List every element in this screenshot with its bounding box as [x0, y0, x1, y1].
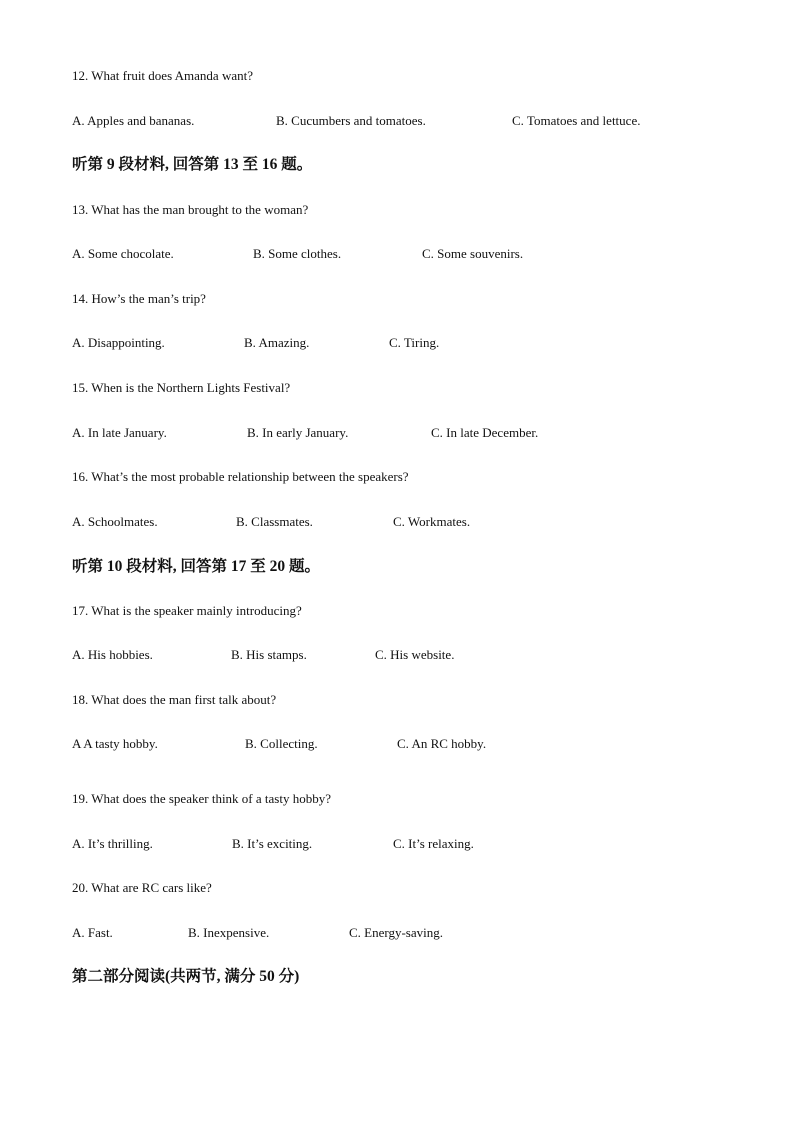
question-16-option-c: C. Workmates.	[393, 514, 471, 529]
question-15-option-c: C. In late December.	[431, 425, 539, 440]
question-17-option-b: B. His stamps.	[231, 647, 307, 662]
question-13-option-b: B. Some clothes.	[253, 246, 342, 261]
question-18-options	[72, 736, 722, 752]
question-17-options	[72, 647, 722, 663]
question-13-options	[72, 246, 722, 262]
question-19-options	[72, 836, 722, 852]
question-20-option-a: A. Fast.	[72, 925, 113, 940]
question-12-options	[72, 113, 722, 129]
question-13-option-a: A. Some chocolate.	[72, 246, 174, 261]
question-19-option-a: A. It’s thrilling.	[72, 836, 153, 851]
question-15-option-b: B. In early January.	[247, 425, 349, 440]
question-20-stem: 20. What are RC cars like?	[72, 880, 212, 895]
question-18-stem: 18. What does the man first talk about?	[72, 692, 277, 707]
question-15-stem: 15. When is the Northern Lights Festival?	[72, 380, 291, 395]
question-18-option-a: A A tasty hobby.	[72, 736, 158, 751]
question-18-option-c: C. An RC hobby.	[397, 736, 487, 751]
question-16-option-b: B. Classmates.	[236, 514, 313, 529]
question-12-option-b: B. Cucumbers and tomatoes.	[276, 113, 426, 128]
question-15-option-a: A. In late January.	[72, 425, 167, 440]
question-14-option-a: A. Disappointing.	[72, 335, 165, 350]
question-17-option-a: A. His hobbies.	[72, 647, 153, 662]
question-16-options	[72, 514, 722, 530]
question-20-option-b: B. Inexpensive.	[188, 925, 270, 940]
question-14-option-b: B. Amazing.	[244, 335, 310, 350]
question-14-option-c: C. Tiring.	[389, 335, 440, 350]
question-15-options	[72, 425, 722, 441]
question-20-option-c: C. Energy-saving.	[349, 925, 443, 940]
section-9-heading: 听第 9 段材料, 回答第 13 至 16 题。	[72, 156, 313, 173]
question-14-options	[72, 335, 722, 351]
question-12-option-a: A. Apples and bananas.	[72, 113, 195, 128]
question-17-option-c: C. His website.	[375, 647, 455, 662]
question-14-stem: 14. How’s the man’s trip?	[72, 291, 206, 306]
question-16-stem: 16. What’s the most probable relationship between the speakers?	[72, 469, 409, 484]
question-12-option-c: C. Tomatoes and lettuce.	[512, 113, 641, 128]
question-20-options	[72, 925, 722, 941]
section-10-heading: 听第 10 段材料, 回答第 17 至 20 题。	[72, 558, 321, 575]
question-13-stem: 13. What has the man brought to the woman?	[72, 202, 309, 217]
question-17-stem: 17. What is the speaker mainly introducing?	[72, 603, 302, 618]
question-18-option-b: B. Collecting.	[245, 736, 318, 751]
part-two-heading: 第二部分阅读(共两节, 满分 50 分)	[72, 968, 300, 985]
question-19-stem: 19. What does the speaker think of a tasty hobby?	[72, 791, 331, 806]
question-19-option-b: B. It’s exciting.	[232, 836, 313, 851]
question-19-option-c: C. It’s relaxing.	[393, 836, 474, 851]
question-13-option-c: C. Some souvenirs.	[422, 246, 524, 261]
question-12-stem: 12. What fruit does Amanda want?	[72, 68, 253, 83]
question-16-option-a: A. Schoolmates.	[72, 514, 158, 529]
